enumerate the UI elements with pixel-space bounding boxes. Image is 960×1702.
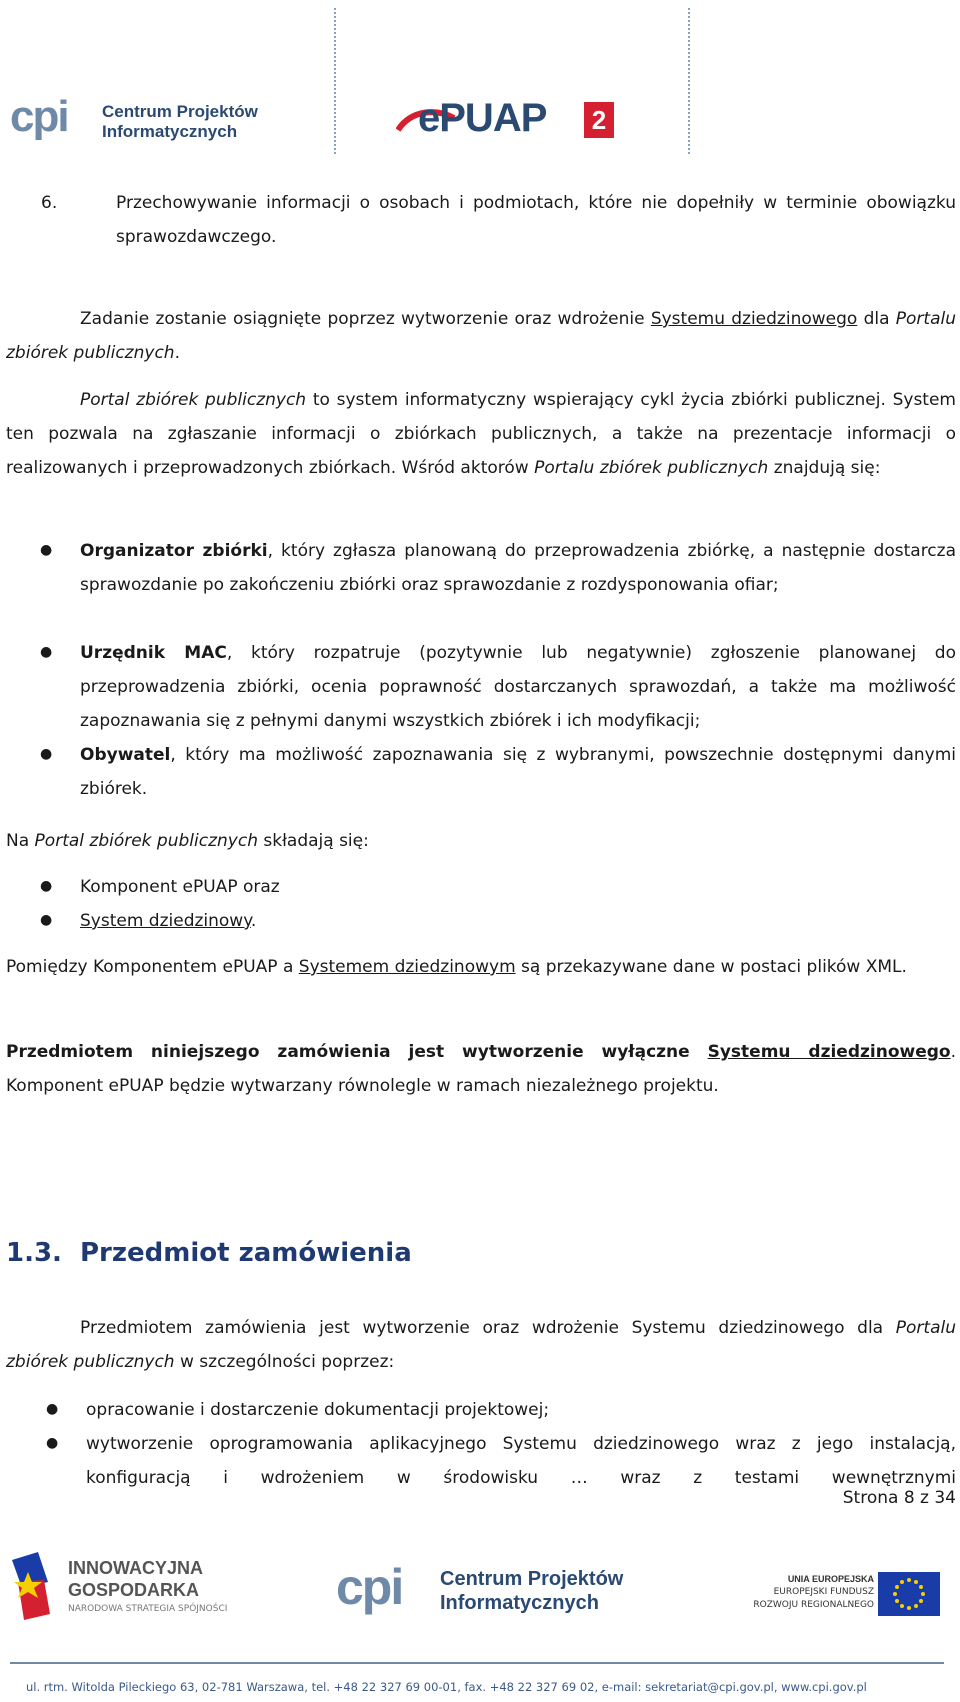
footer-cpi-mark: cpi <box>336 1559 403 1615</box>
footer-eu-logo <box>744 1570 944 1620</box>
paragraph-2 <box>6 383 956 485</box>
p6-text-a: Przedmiotem zamówienia jest wytworzenie oraz wdrożenie Systemu dziedzinowego dla <box>80 1318 896 1338</box>
p2-text-a: Portal zbiórek publicznych <box>80 390 307 410</box>
paragraph-3 <box>6 824 956 858</box>
tasks-list <box>0 1393 960 1495</box>
header-epuap-logo <box>396 96 616 146</box>
cpi-logo-mark: cpi <box>10 92 68 141</box>
bullet-icon: ● <box>40 542 53 558</box>
footer-cpi-logo <box>336 1559 656 1620</box>
cpi-logo-line2: Informatycznych <box>102 122 238 141</box>
bullet-icon: ● <box>40 912 53 928</box>
task-2: wytworzenie oprogramowania aplikacyjnego Systemu dziedzinowego wraz z jego instalacją, konfiguracją i wdrożeniem w środowisku … wraz z testami wewnętrznymi <box>86 1434 956 1488</box>
epuap-logo-number: 2 <box>584 102 614 138</box>
p2-text-d: znajdują się: <box>768 458 881 478</box>
footer-cpi-line2: Informatycznych <box>440 1592 599 1614</box>
p6-text-b: Portalu zbiórek publicznych <box>6 1318 956 1372</box>
eu-line1: UNIA EUROPEJSKA <box>787 1574 874 1584</box>
actor-1-desc: , który zgłasza planowaną do przeprowadzenia zbiórkę, a następnie dostarcza sprawozdanie po zakończeniu zbiórki oraz sprawozdanie z rozdysponowania ofiar; <box>80 541 956 595</box>
actor-3-desc: , który ma możliwość zapoznawania się z wybranymi, powszechnie dostępnymi danymi zbiórek. <box>80 745 956 799</box>
p6-text-c: w szczególności poprzez: <box>174 1352 395 1372</box>
p1-text-c: Portalu zbiórek publicznych <box>6 309 957 363</box>
footer-divider <box>10 1662 944 1664</box>
actor-3-text <box>80 738 956 806</box>
innowacyjna-flag-icon <box>8 1552 54 1622</box>
actor-1-text <box>80 534 956 602</box>
eu-flag-icon <box>878 1572 940 1616</box>
section-number: 1.3. <box>6 1238 62 1268</box>
paragraph-4 <box>6 950 956 984</box>
header-divider-left <box>334 8 336 154</box>
innowacyjna-line2: GOSPODARKA <box>68 1580 200 1600</box>
component-1: Komponent ePUAP oraz <box>80 877 280 897</box>
component-2-end: . <box>250 911 257 931</box>
actor-2-name: Urzędnik MAC <box>80 643 227 663</box>
bullet-icon: ● <box>40 644 53 660</box>
paragraph-1 <box>6 302 956 370</box>
list-item <box>0 1427 960 1495</box>
actor-2-text <box>80 636 956 738</box>
paragraph-5 <box>6 1035 956 1103</box>
components-list <box>0 870 960 938</box>
section-title: Przedmiot zamówienia <box>80 1238 412 1268</box>
section-heading <box>6 1238 412 1268</box>
footer-address: ul. rtm. Witolda Pileckiego 63, 02-781 Warszawa, tel. +48 22 327 69 00-01, fax. +48 22 327 69 02, e-mail: sekretariat@cpi.gov.pl, www.cpi.gov.pl <box>26 1680 867 1694</box>
list-item <box>0 534 960 636</box>
bullet-icon: ● <box>46 1435 59 1451</box>
list-item <box>0 1393 960 1427</box>
list-item <box>0 870 960 904</box>
p1-text-b: dla <box>857 309 896 329</box>
p5-bold: Przedmiotem niniejszego zamówienia jest wytworzenie wyłączne <box>6 1042 708 1062</box>
bullet-icon: ● <box>46 1401 59 1417</box>
innowacyjna-line1: INNOWACYJNA <box>68 1558 204 1578</box>
list-item <box>0 738 960 806</box>
p2-text-c: Portalu zbiórek publicznych <box>534 458 769 478</box>
p3-text-b: Portal zbiórek publicznych <box>34 831 258 851</box>
p4-text-a: Pomiędzy Komponentem ePUAP a <box>6 957 299 977</box>
systemu-dziedzinowego-link[interactable]: Systemu dziedzinowego <box>650 309 858 329</box>
innowacyjna-line3: NARODOWA STRATEGIA SPÓJNOŚCI <box>68 1604 228 1614</box>
p1-text-d: . <box>174 343 180 363</box>
header-divider-right <box>688 8 690 154</box>
p2-text-b: to system informatyczny wspierający cykl życia zbiórki publicznej. System ten pozwala na zgłaszanie informacji o zbiórkach publicznych, a także na prezentacje informacji o realizowanych i przeprowadzonych zbiórkach. Wśród aktorów <box>6 390 956 478</box>
systemem-dziedzinowym-link[interactable]: Systemem dziedzinowym <box>298 957 516 977</box>
paragraph-6 <box>6 1311 956 1379</box>
p5-rest: . Komponent ePUAP będzie wytwarzany równolegle w ramach niezależnego projektu. <box>6 1042 956 1096</box>
footer-cpi-line1: Centrum Projektów <box>440 1568 624 1590</box>
p4-text-b: są przekazywane dane w postaci plików XML. <box>515 957 907 977</box>
footer-innowacyjna-logo <box>8 1552 238 1628</box>
page-number: Strona 8 z 34 <box>842 1488 956 1508</box>
item-6-text: Przechowywanie informacji o osobach i podmiotach, które nie dopełniły w terminie obowiązku sprawozdawczego. <box>116 193 956 247</box>
eu-line3: ROZWOJU REGIONALNEGO <box>753 1600 874 1610</box>
actor-2-desc: , który rozpatruje (pozytywnie lub negatywnie) zgłoszenie planowanej do przeprowadzenia zbiórki, ocenia poprawność dostarczanych sprawozdań, a także ma możliwość zapoznawania się z pełnymi danymi wszystkich zbiórek i ich modyfikacji; <box>80 643 956 731</box>
bullet-icon: ● <box>40 746 53 762</box>
task-1: opracowanie i dostarczenie dokumentacji projektowej; <box>86 1400 550 1420</box>
p3-text-c: składają się: <box>257 831 369 851</box>
actor-3-name: Obywatel <box>80 745 171 765</box>
actor-1-name: Organizator zbiórki <box>80 541 268 561</box>
epuap-logo-text: ePUAP <box>418 96 547 140</box>
bullet-icon: ● <box>40 878 53 894</box>
actors-list <box>0 534 960 806</box>
component-2 <box>80 904 256 938</box>
item-6-number: 6. <box>41 193 58 213</box>
eu-line2: EUROPEJSKI FUNDUSZ <box>773 1587 874 1597</box>
cpi-logo-line1: Centrum Projektów <box>102 102 258 121</box>
list-item <box>0 636 960 738</box>
header-cpi-logo <box>10 92 270 146</box>
list-item <box>0 904 960 938</box>
p1-text-a: Zadanie zostanie osiągnięte poprzez wytworzenie oraz wdrożenie <box>80 309 651 329</box>
system-dziedzinowy-link[interactable]: System dziedzinowy <box>80 911 251 931</box>
p3-text-a: Na <box>6 831 35 851</box>
systemu-dziedzinowego-bold-link[interactable]: Systemu dziedzinowego <box>707 1042 951 1062</box>
